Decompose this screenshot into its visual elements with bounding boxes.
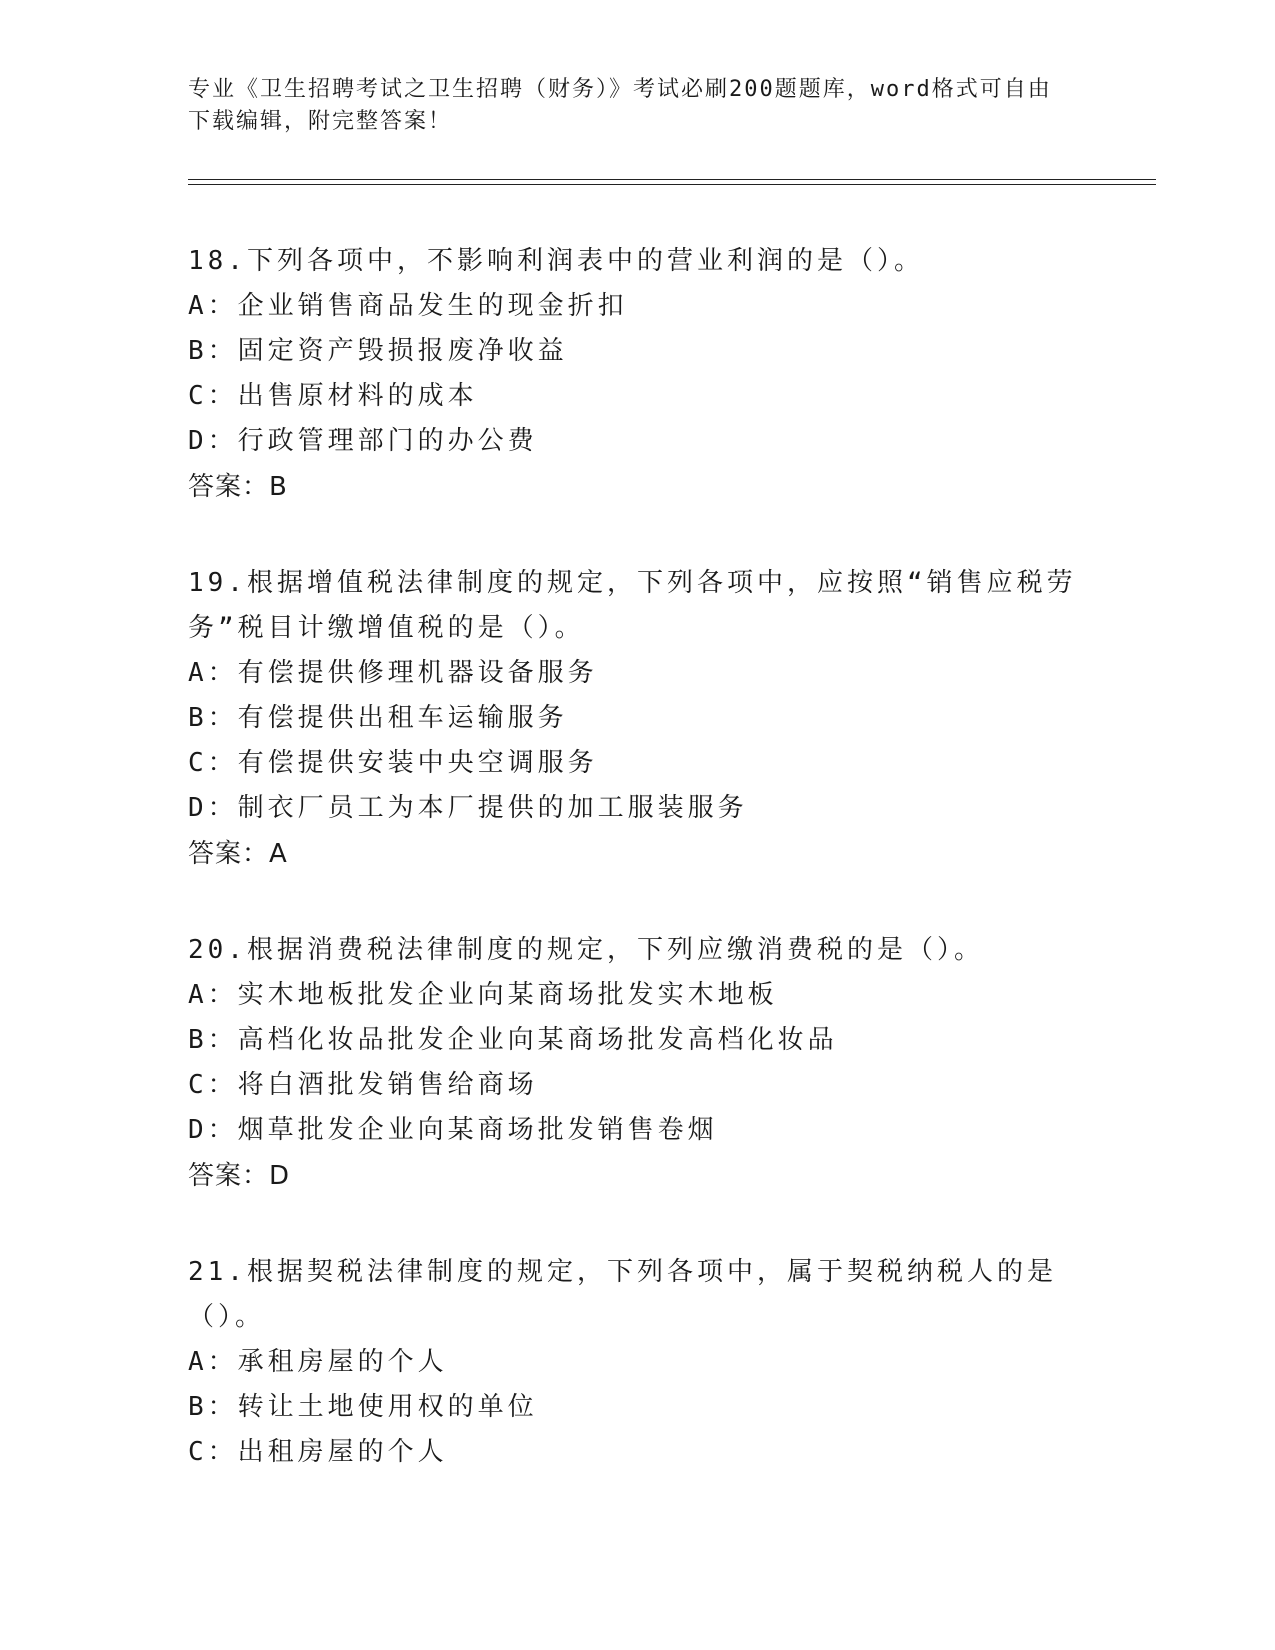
question-list [188,239,1088,1526]
option-c: C：将白酒批发销售给商场 [188,1070,538,1100]
option-a: A：企业销售商品发生的现金折扣 [188,291,628,321]
option-c: C：出售原材料的成本 [188,381,478,411]
header-divider-bottom [188,184,1156,185]
option-d: D：烟草批发企业向某商场批发销售卷烟 [188,1115,718,1145]
question-18 [188,239,1088,510]
answer: 答案：A [188,839,288,869]
option-a: A：有偿提供修理机器设备服务 [188,658,598,688]
question-stem: 18.下列各项中，不影响利润表中的营业利润的是（）。 [188,246,924,276]
question-stem: 19.根据增值税法律制度的规定，下列各项中，应按照“销售应税劳务”税目计缴增值税的是（）。 [188,568,1077,643]
option-c: C：有偿提供安装中央空调服务 [188,748,598,778]
option-b: B：转让土地使用权的单位 [188,1392,538,1422]
question-19 [188,561,1088,877]
question-stem: 20.根据消费税法律制度的规定，下列应缴消费税的是（）。 [188,935,984,965]
header-divider-top [188,179,1156,180]
question-stem: 21.根据契税法律制度的规定，下列各项中，属于契税纳税人的是（）。 [188,1257,1057,1332]
answer: 答案：B [188,472,288,502]
option-d: D：制衣厂员工为本厂提供的加工服装服务 [188,793,748,823]
answer: 答案：D [188,1161,291,1191]
option-b: B：固定资产毁损报废净收益 [188,336,568,366]
question-20 [188,928,1088,1199]
option-b: B：高档化妆品批发企业向某商场批发高档化妆品 [188,1025,838,1055]
option-d: D：行政管理部门的办公费 [188,426,538,456]
option-a: A：承租房屋的个人 [188,1347,448,1377]
question-21 [188,1250,1088,1475]
option-c: C：出租房屋的个人 [188,1437,448,1467]
option-a: A：实木地板批发企业向某商场批发实木地板 [188,980,778,1010]
option-b: B：有偿提供出租车运输服务 [188,703,568,733]
document-header: 专业《卫生招聘考试之卫生招聘（财务）》考试必刷200题题库，word格式可自由下载编辑，附完整答案！ [188,77,1052,134]
